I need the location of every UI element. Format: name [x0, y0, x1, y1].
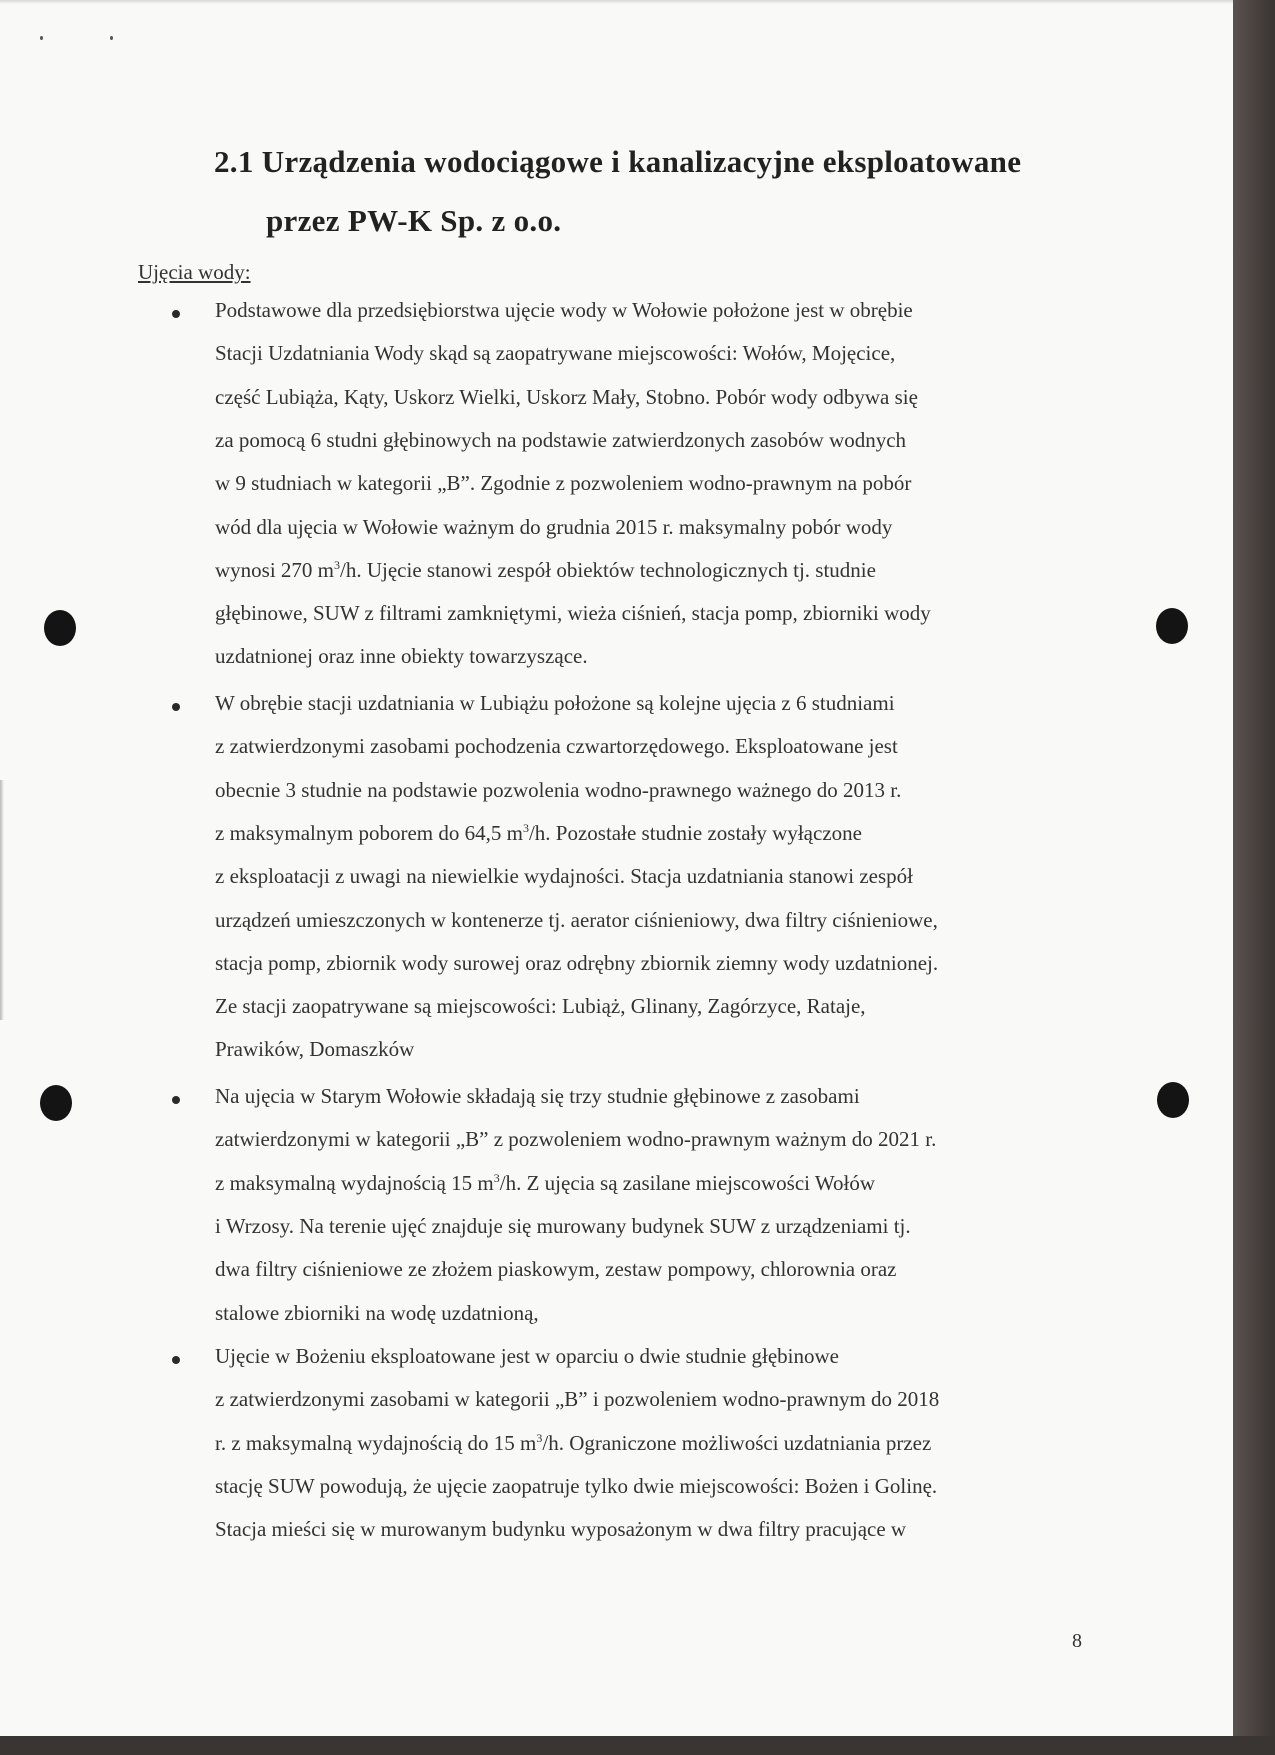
line-text-part: r. z maksymalną wydajnością do 15 m [215, 1431, 537, 1455]
paragraph-line: z zatwierdzonymi zasobami w kategorii „B” i pozwoleniem wodno-prawnym do 2018 [215, 1387, 940, 1411]
paragraph-line: Na ujęcia w Starym Wołowie składają się trzy studnie głębinowe z zasobami [215, 1084, 860, 1108]
unit-superscript: 3 [493, 1171, 500, 1185]
punch-hole-left-top [44, 610, 76, 646]
paragraph-line: stacja pomp, zbiornik wody surowej oraz odrębny zbiornik ziemny wody uzdatnionej. [215, 951, 939, 975]
paragraph-line: zatwierdzonymi w kategorii „B” z pozwoleniem wodno-prawnym ważnym do 2021 r. [215, 1127, 937, 1151]
section-title-line-1: 2.1 Urządzenia wodociągowe i kanalizacyjne eksploatowane [214, 144, 1022, 179]
punch-hole-left-bottom [40, 1085, 72, 1121]
line-text-part: z maksymalną wydajnością 15 m [215, 1171, 494, 1195]
paragraph-line: Stacji Uzdatniania Wody skąd są zaopatrywane miejscowości: Wołów, Mojęcice, [215, 341, 896, 365]
line-text-part: /h. Pozostałe studnie zostały wyłączone [528, 821, 862, 845]
paragraph-line: wód dla ujęcia w Wołowie ważnym do grudnia 2015 r. maksymalny pobór wody [215, 515, 893, 539]
subheading-water-intakes: Ujęcia wody: [138, 260, 251, 284]
paragraph-line: stację SUW powodują, że ujęcie zaopatruje tylko dwie miejscowości: Bożen i Golinę. [215, 1474, 938, 1498]
paragraph-line: Ze stacji zaopatrywane są miejscowości: Lubiąż, Glinany, Zagórzyce, Rataje, [215, 994, 866, 1018]
bullet-marker [172, 1096, 180, 1104]
bullet-marker [172, 310, 180, 318]
paragraph-line: z zatwierdzonymi zasobami pochodzenia czwartorzędowego. Eksploatowane jest [215, 734, 898, 758]
page-number: 8 [1072, 1630, 1082, 1652]
paragraph-line: z eksploatacji z uwagi na niewielkie wydajności. Stacja uzdatniania stanowi zespół [215, 864, 914, 888]
unit-superscript: 3 [522, 821, 529, 835]
paragraph-line: część Lubiąża, Kąty, Uskorz Wielki, Uskorz Mały, Stobno. Pobór wody odbywa się [215, 385, 918, 409]
bullet-marker [172, 1356, 180, 1364]
paragraph-line: W obrębie stacji uzdatniania w Lubiążu położone są kolejne ujęcia z 6 studniami [215, 691, 895, 715]
scan-edge-bottom [0, 1736, 1275, 1755]
paragraph-line [215, 558, 876, 582]
scan-speck [110, 36, 113, 40]
unit-superscript: 3 [334, 558, 341, 572]
paragraph-line: Prawików, Domaszków [215, 1037, 415, 1061]
paragraph-line: głębinowe, SUW z filtrami zamkniętymi, wieża ciśnień, stacja pomp, zbiorniki wody [215, 601, 931, 625]
bullet-marker [172, 703, 180, 711]
scan-left-shadow [0, 780, 4, 1020]
paragraph-line: i Wrzosy. Na terenie ujęć znajduje się murowany budynek SUW z urządzeniami tj. [215, 1214, 911, 1238]
scan-top-shadow [0, 0, 1233, 4]
paragraph-line [215, 1431, 931, 1455]
line-text-part: z maksymalnym poborem do 64,5 m [215, 821, 523, 845]
line-text-part: wynosi 270 m [215, 558, 335, 582]
paragraph-line: Ujęcie w Bożeniu eksploatowane jest w oparciu o dwie studnie głębinowe [215, 1344, 839, 1368]
scan-edge-right [1233, 0, 1275, 1755]
paragraph-line: obecnie 3 studnie na podstawie pozwolenia wodno-prawnego ważnego do 2013 r. [215, 778, 902, 802]
line-text-part: /h. Ograniczone możliwości uzdatniania przez [542, 1431, 932, 1455]
paragraph-line: za pomocą 6 studni głębinowych na podstawie zatwierdzonych zasobów wodnych [215, 428, 907, 452]
line-text-part: /h. Ujęcie stanowi zespół obiektów technologicznych tj. studnie [340, 558, 876, 582]
paragraph-line: urządzeń umieszczonych w kontenerze tj. aerator ciśnieniowy, dwa filtry ciśnieniowe, [215, 908, 938, 932]
paragraph-line: stalowe zbiorniki na wodę uzdatnioną, [215, 1301, 539, 1325]
paragraph-line: Podstawowe dla przedsiębiorstwa ujęcie wody w Wołowie położone jest w obrębie [215, 298, 913, 322]
paragraph-line: uzdatnionej oraz inne obiekty towarzyszące. [215, 644, 588, 668]
paragraph-line: dwa filtry ciśnieniowe ze złożem piaskowym, zestaw pompowy, chlorownia oraz [215, 1257, 897, 1281]
line-text-part: /h. Z ujęcia są zasilane miejscowości Wołów [499, 1171, 875, 1195]
unit-superscript: 3 [536, 1431, 543, 1445]
punch-hole-right-top [1156, 608, 1188, 644]
section-title-line-2: przez PW-K Sp. z o.o. [266, 203, 562, 238]
paragraph-line: Stacja mieści się w murowanym budynku wyposażonym w dwa filtry pracujące w [215, 1517, 907, 1541]
punch-hole-right-bottom [1157, 1082, 1189, 1118]
paragraph-line [215, 1171, 875, 1195]
paragraph-line [215, 821, 862, 845]
scan-speck [40, 36, 43, 40]
paragraph-line: w 9 studniach w kategorii „B”. Zgodnie z pozwoleniem wodno-prawnym na pobór [215, 471, 912, 495]
